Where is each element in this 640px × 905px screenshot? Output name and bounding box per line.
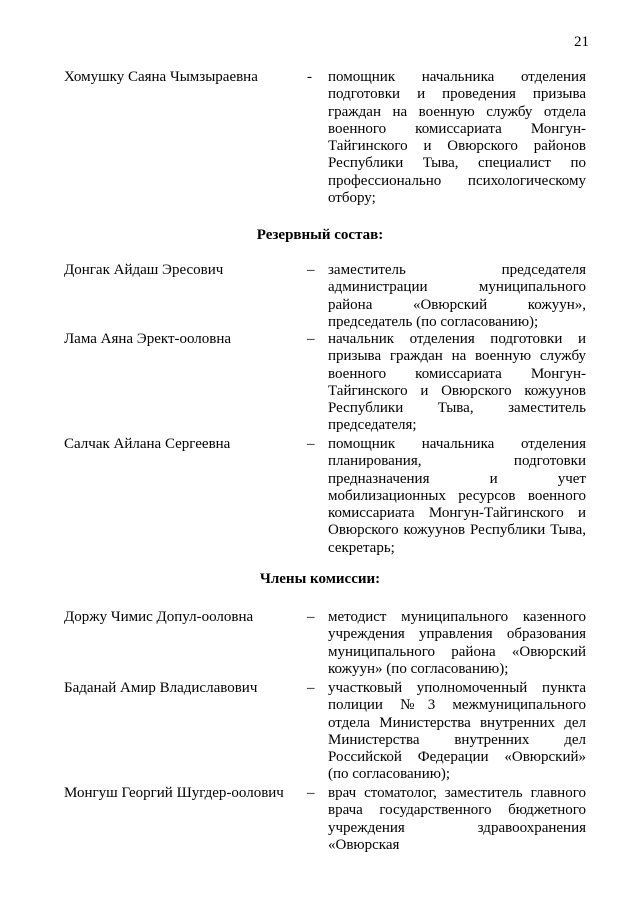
dash-separator: – <box>307 609 315 625</box>
section-heading-reserve: Резервный состав: <box>256 227 384 243</box>
dash-separator: – <box>307 785 315 801</box>
person-role: участковый уполномоченный пункта полиции №3 межмуниципального отдела Министерства внутренних дел Министерства внутренних дел Российской Федерации «Овюрский» (по согласованию); <box>328 680 586 783</box>
person-name: Баданай Амир Владиславович <box>64 680 258 696</box>
dash-separator: – <box>307 331 315 347</box>
section-heading-members: Члены комиссии: <box>259 571 381 587</box>
person-role: помощник начальника отделения планирования, подготовки предназначения и учет мобилизационных ресурсов военного комиссариата Монгун-Тайгинского и Овюрского кожуунов Республики Тыва, секретарь; <box>328 436 586 556</box>
person-name: Монгуш Георгий Шугдер-оолович <box>64 785 284 801</box>
person-name: Донгак Айдаш Эресович <box>64 262 224 278</box>
person-role: начальник отделения подготовки и призыва граждан на военную службу военного комиссариата Монгун-Тайгинского и Овюрского кожуунов Республики Тыва, заместитель председателя; <box>328 331 586 434</box>
person-role: помощник начальника отделения подготовки и проведения призыва граждан на военную службу отдела военного комиссариата Монгун-Тайгинского и Овюрского районов Республики Тыва, специалист по профессионально психологическому отбору; <box>328 69 586 207</box>
person-name: Салчак Айлана Сергеевна <box>64 436 231 452</box>
person-role: врач стоматолог, заместитель главного врача государственного бюджетного учреждения здравоохранения «Овюрская <box>328 785 586 853</box>
person-role: заместитель председателя администрации муниципального района «Овюрский кожуун», председатель (по согласованию); <box>328 262 586 330</box>
person-name: Хомушку Саяна Чымзыраевна <box>64 69 258 85</box>
dash-separator: – <box>307 262 315 278</box>
page-number: 21 <box>574 34 589 50</box>
person-role: методист муниципального казенного учреждения управления образования муниципального района «Овюрский кожуун» (по согласованию); <box>328 609 586 677</box>
dash-separator: – <box>307 436 315 452</box>
person-name: Лама Аяна Эрект-ооловна <box>64 331 232 347</box>
person-name: Доржу Чимис Допул-ооловна <box>64 609 254 625</box>
dash-separator: - <box>307 69 312 85</box>
dash-separator: – <box>307 680 315 696</box>
